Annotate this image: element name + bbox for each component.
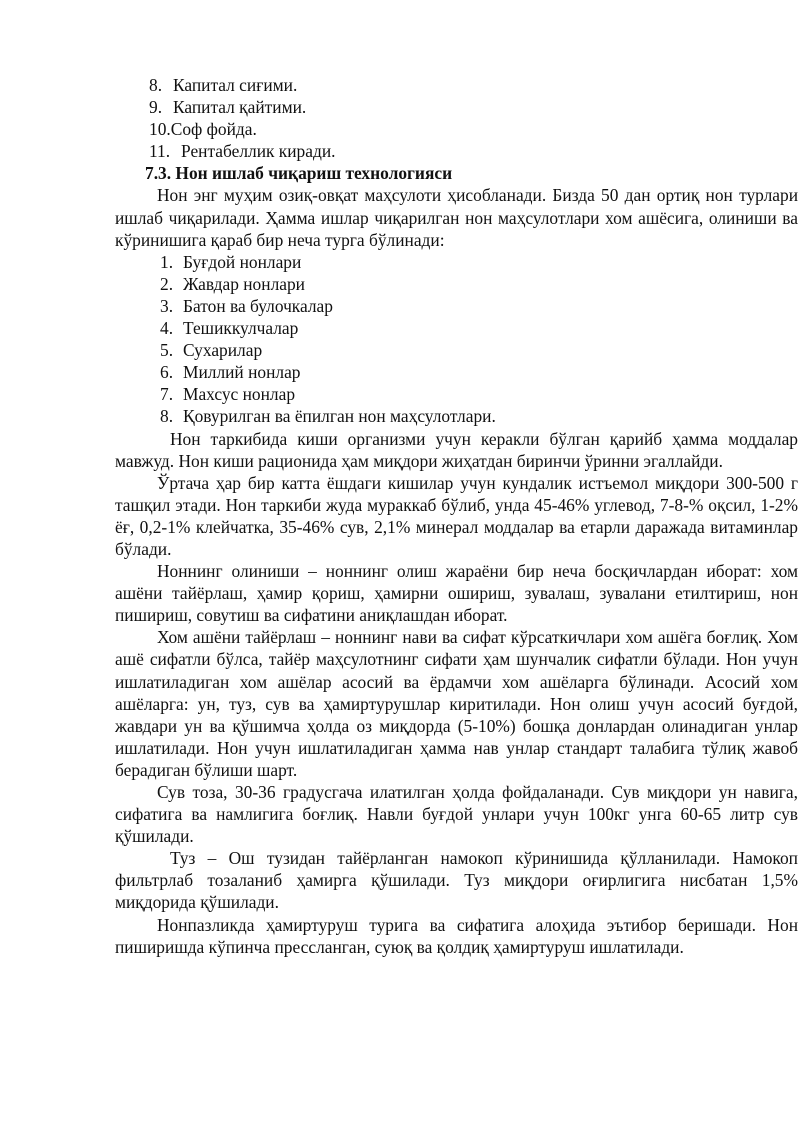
list-item-text: Тешиккулчалар (183, 318, 299, 339)
list-item-text: Батон ва булочкалар (183, 295, 333, 316)
list-item-text: Жавдар нонлари (183, 273, 305, 294)
list-item-number: 3. (160, 295, 174, 316)
list-item-number: 10. (149, 119, 171, 140)
list-item-text: Капитал сиғими. (173, 75, 298, 95)
list-item-text: Буғдой нонлари (183, 251, 302, 272)
list-item (115, 405, 798, 427)
list-item-text: Сухарилар (183, 340, 263, 361)
list-item-text: Капитал қайтими. (173, 97, 307, 118)
list-item-number: 2. (160, 273, 174, 294)
list-item-text: Миллий нонлар (183, 362, 301, 383)
list-item-number: 4. (160, 318, 174, 339)
list-item-text: Махсус нонлар (183, 384, 296, 405)
list-item (115, 140, 798, 162)
list-item (115, 74, 798, 96)
list-item-number: 5. (160, 340, 174, 361)
list-item-number: 1. (160, 251, 174, 272)
list-item-text: Рентабеллик киради. (181, 141, 336, 162)
list-item-text: Соф фойда. (170, 119, 257, 140)
document-page (115, 74, 798, 958)
body-paragraph: Ноннинг олиниши – ноннинг олиш жараёни бир неча босқичлардан иборат: хом ашёни тайёрлаш, ҳамир қориш, ҳамирни ошириш, зувалаш, зувалани етилтириш, нон пишириш, совутиш ва сифатини аниқлашдан иборат. (115, 561, 798, 626)
list-item-number: 6. (160, 362, 174, 383)
body-paragraph: Нон таркибида киши организми учун керакли бўлган қарийб ҳамма моддалар мавжуд. Нон киши рационида ҳам миқдори жиҳатдан биринчи ўринни эгаллайди. (115, 428, 798, 471)
list-item (115, 361, 798, 383)
list-item-number: 8. (149, 75, 163, 95)
list-item (115, 251, 798, 273)
list-item (115, 96, 798, 118)
body-paragraph: Сув тоза, 30-36 градусгача илатилган ҳолда фойдаланади. Сув миқдори ун навига, сифатига ва намлигига боғлиқ. Навли буғдой унлари учун 100кг унга 60-65 литр сув қўшилади. (115, 782, 798, 847)
list-item-number: 8. (160, 406, 174, 427)
body-paragraph: Нонпазликда ҳамиртуруш турига ва сифатига алоҳида эътибор беришади. Нон пиширишда кўпинча прессланган, суюқ ва қолдиқ ҳамиртуруш ишлатилади. (115, 914, 798, 957)
list-item-number: 11. (149, 141, 171, 162)
list-item (115, 273, 798, 295)
list-item (115, 317, 798, 339)
list-item-text: Қовурилган ва ёпилган нон маҳсулотлари. (183, 406, 496, 427)
indicators-list-continued (115, 74, 798, 162)
body-paragraph: Хом ашёни тайёрлаш – ноннинг нави ва сифат кўрсаткичлари хом ашёга боғлиқ. Хом ашё сифатли бўлса, тайёр маҳсулотнинг сифати ҳам шунчалик сифатли бўлади. Нон учун ишлатиладиган хом ашёлар асосий ва ёрдамчи хом ашёларга бўлинади. Асосий хом ашёларга: ун, туз, сув ва ҳамиртурушлар киритилади. Нон олиш учун асосий буғдой, жавдари ун ва қўшимча ҳолда оз миқдорда (5-10%) бошқа донлардан олинадиган унлар ишлатилади. Нон учун ишлатиладиган ҳамма нав унлар стандарт талабига тўлиқ жавоб берадиган бўлиши шарт. (115, 627, 798, 780)
body-paragraph: Ўртача ҳар бир катта ёшдаги кишилар учун кундалик истъемол миқдори 300-500 г ташқил этади. Нон таркиби жуда мураккаб бўлиб, унда 45-46% углевод, 7-8-% оқсил, 1-2% ёғ, 0,2-1% клейчатка, 35-46% сув, 2,1% минерал моддалар ва етарли даражада витаминлар бўлади. (115, 472, 798, 559)
section-heading: 7.3. Нон ишлаб чиқариш технологияси (145, 163, 453, 184)
list-item (115, 118, 798, 140)
list-item (115, 383, 798, 405)
bread-types-list (115, 251, 798, 428)
list-item (115, 295, 798, 317)
list-item-number: 7. (160, 384, 174, 405)
intro-paragraph: Нон энг муҳим озиқ-овқат маҳсулоти ҳисобланади. Бизда 50 дан ортиқ нон турлари ишлаб чиқарилади. Ҳамма ишлар чиқарилган нон маҳсулотлари хом ашёсига, олиниши ва кўринишига қараб бир неча турга бўлинади: (115, 185, 798, 250)
body-paragraph: Туз – Ош тузидан тайёрланган намокоп кўринишида қўлланилади. Намокоп фильтрлаб тозаланиб ҳамирга қўшилади. Туз миқдори оғирлигига нисбатан 1,5% миқдорида қўшилади. (115, 848, 798, 913)
list-item-number: 9. (149, 97, 163, 118)
list-item (115, 339, 798, 361)
